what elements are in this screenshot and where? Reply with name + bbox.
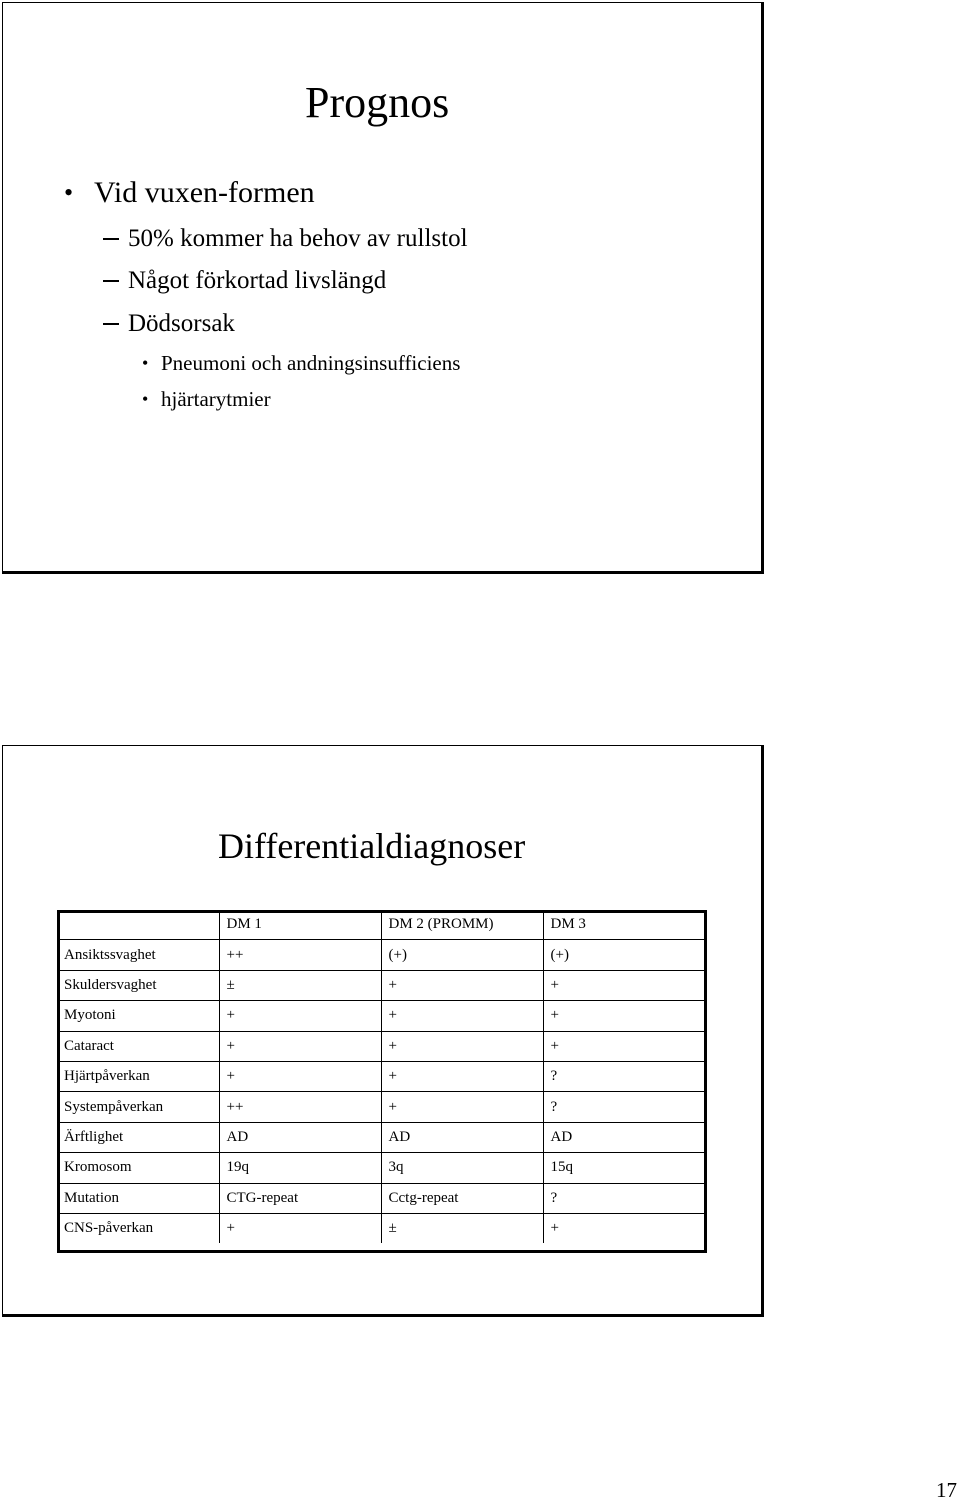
table-row <box>57 1031 707 1061</box>
table-cell: + <box>219 1001 381 1031</box>
table-cell: + <box>381 1061 543 1091</box>
table-row <box>57 1061 707 1091</box>
table-row <box>57 1122 707 1152</box>
table-row <box>57 1092 707 1122</box>
dash-item-text: 50% kommer ha behov av rullstol <box>128 225 468 252</box>
table-cell: (+) <box>543 940 707 970</box>
table-cell: ± <box>381 1213 543 1243</box>
dash-item-text: Något förkortad livslängd <box>128 267 387 294</box>
bullet-text: Vid vuxen-formen <box>94 176 315 209</box>
table-cell: 15q <box>543 1153 707 1183</box>
table-cell: ? <box>543 1183 707 1213</box>
table-cell: ++ <box>219 1092 381 1122</box>
table-cell: + <box>219 1031 381 1061</box>
table-cell: ? <box>543 1092 707 1122</box>
table-cell: Cataract <box>57 1031 219 1061</box>
table-row <box>57 1213 707 1243</box>
table-cell: + <box>543 1001 707 1031</box>
table-cell: + <box>381 1031 543 1061</box>
table-cell <box>57 910 219 940</box>
table-cell: 3q <box>381 1153 543 1183</box>
table-cell: Kromosom <box>57 1153 219 1183</box>
table-cell: AD <box>219 1122 381 1152</box>
page-number: 17 <box>936 1478 957 1502</box>
table-cell: + <box>219 1061 381 1091</box>
slide-title-differentialdiagnoser: Differentialdiagnoser <box>218 826 526 866</box>
table-cell: + <box>219 1213 381 1243</box>
table-cell: Ansiktssvaghet <box>57 940 219 970</box>
table-cell: DM 3 <box>543 910 707 940</box>
differential-table <box>57 910 707 1243</box>
table-cell: + <box>381 1092 543 1122</box>
table-cell: AD <box>543 1122 707 1152</box>
table-cell: DM 2 (PROMM) <box>381 910 543 940</box>
bullet-dot-icon: • <box>142 353 149 373</box>
sub-item-text: hjärtarytmier <box>161 387 271 411</box>
table-cell: Cctg-repeat <box>381 1183 543 1213</box>
table-cell: + <box>543 970 707 1000</box>
table-cell: + <box>381 1001 543 1031</box>
dash-icon <box>103 323 119 325</box>
dash-icon <box>103 280 119 282</box>
bullet-dot-icon: • <box>64 178 74 207</box>
table-cell: Ärftlighet <box>57 1122 219 1152</box>
table-cell: CNS-påverkan <box>57 1213 219 1243</box>
dash-icon <box>103 238 119 240</box>
table-cell: AD <box>381 1122 543 1152</box>
table-cell: Hjärtpåverkan <box>57 1061 219 1091</box>
table-cell: + <box>543 1031 707 1061</box>
table-row <box>57 940 707 970</box>
table-cell: Skuldersvaghet <box>57 970 219 1000</box>
table-row <box>57 1153 707 1183</box>
table-cell: + <box>381 970 543 1000</box>
table-row <box>57 1183 707 1213</box>
table-cell: + <box>543 1213 707 1243</box>
table-cell: Systempåverkan <box>57 1092 219 1122</box>
table-cell: DM 1 <box>219 910 381 940</box>
table-cell: ± <box>219 970 381 1000</box>
table-cell: (+) <box>381 940 543 970</box>
table-cell: Mutation <box>57 1183 219 1213</box>
slide-title-prognos: Prognos <box>305 78 450 127</box>
bullet-dot-icon: • <box>142 389 149 409</box>
table-header-row <box>57 910 707 940</box>
table-row <box>57 970 707 1000</box>
table-cell: ? <box>543 1061 707 1091</box>
dash-item-text: Dödsorsak <box>128 310 235 337</box>
sub-item-text: Pneumoni och andningsinsufficiens <box>161 351 461 375</box>
table-cell: 19q <box>219 1153 381 1183</box>
table-row <box>57 1001 707 1031</box>
table-cell: CTG-repeat <box>219 1183 381 1213</box>
table-cell: ++ <box>219 940 381 970</box>
table-cell: Myotoni <box>57 1001 219 1031</box>
